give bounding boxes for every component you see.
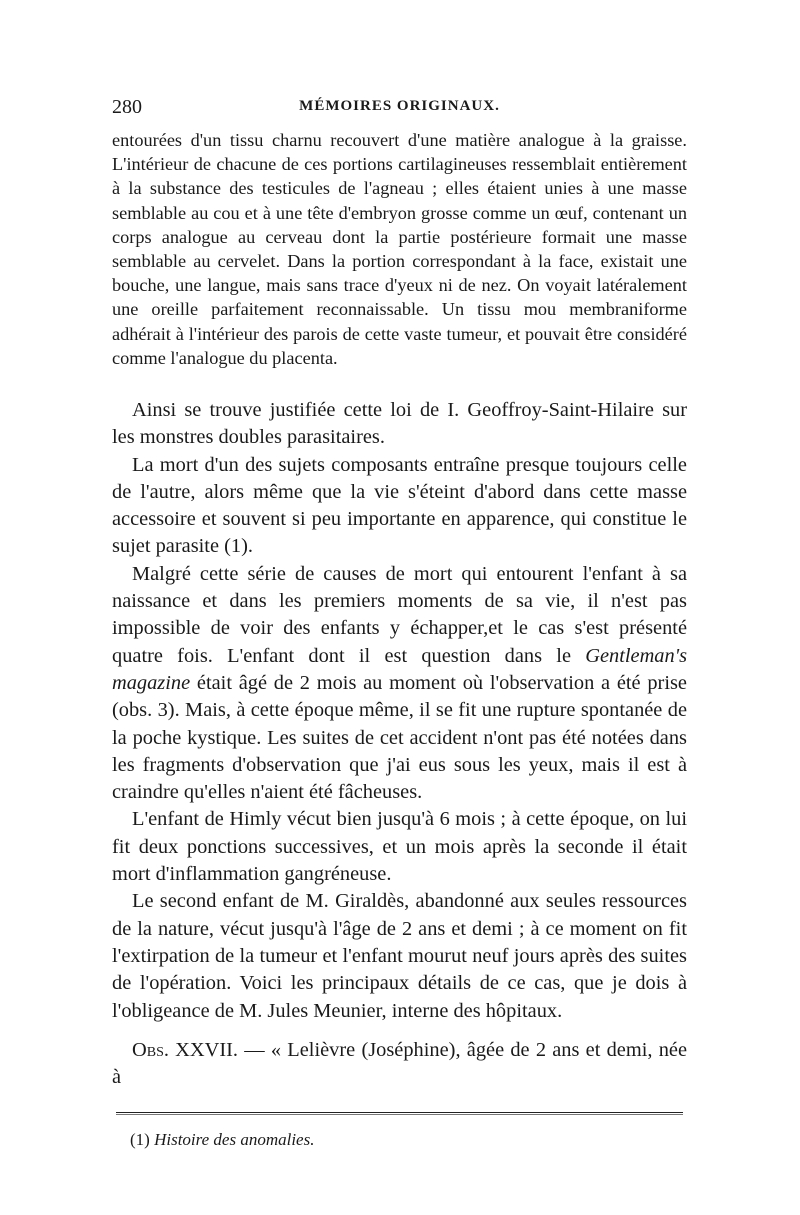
running-title: MÉMOIRES ORIGINAUX. — [299, 98, 500, 114]
paragraph-himly-case: L'enfant de Himly vécut bien jusqu'à 6 mois ; à cette époque, on lui fit deux ponctions successives, et un mois après la seconde il était mort d'inflammation gangréneuse. — [112, 808, 687, 886]
footnote-rule — [116, 1112, 683, 1115]
observation-text: — « Lelièvre (Joséphine), âgée de 2 ans et demi, née à — [112, 1038, 687, 1089]
paragraph-continuation: entourées d'un tissu charnu recouvert d'une matière analogue à la graisse. L'intérieur de chacune de ces portions cartilagineuses ressemblait entièrement à la substance des testicules de l'agneau ; elles étaient unies à une masse semblable au cou et à une tête d'embryon grosse comme un œuf, contenant un corps analogue au cerveau dont la partie postérieure formait une masse semblable au cervelet. Dans la portion correspondant à la face, existait une bouche, une langue, mais sans trace d'yeux ni de nez. On voyait latéralement une oreille parfaitement reconnaissable. Un tissu mou membraniforme adhérait à l'intérieur des parois de cette vaste tumeur, et pouvait être considéré comme l'analogue du placenta. — [112, 130, 687, 368]
page-number: 280 — [112, 96, 142, 118]
journal-title: Gentleman's magazine — [112, 644, 687, 694]
paragraph-parasite-death: La mort d'un des sujets composants entraîne presque toujours celle de l'autre, alors même que la vie s'éteint d'abord dans cette masse accessoire et souvent si peu importante en apparence, qui constitue le sujet parasite (1). — [112, 453, 687, 558]
paragraph-giraldes-case: Le second enfant de M. Giraldès, abandonné aux seules ressources de la nature, vécut jusqu'à l'âge de 2 ans et demi ; à ce moment on fit l'extirpation de la tumeur et l'enfant mourut neuf jours après des suites de l'opération. Voici les principaux détails de ce cas, que je dois à l'obligeance de M. Jules Meunier, interne des hôpitaux. — [112, 890, 687, 1022]
main-text-block — [112, 397, 687, 1091]
survival-text-end: était âgé de 2 mois au moment où l'observation a été prise (obs. 3). Mais, à cette époque même, il se fit une rupture spontanée de la poche kystique. Les suites de cet accident n'ont pas été notées dans les fragments d'observation que j'ai eus sous les yeux, mais il est à craindre qu'elles n'aient été fâcheuses. — [112, 671, 687, 804]
observation-label: Obs. XXVII. — [132, 1038, 239, 1061]
observation-heading — [112, 1037, 687, 1092]
footnote-marker: (1) — [130, 1130, 150, 1149]
page-header — [112, 96, 687, 126]
survival-text-start: Malgré cette série de causes de mort qui entourent l'enfant à sa naissance et dans les premiers moments de sa vie, il n'est pas impossible de voir des enfants y échapper,et le cas s'est présenté quatre fois. L'enfant dont il est question dans le — [112, 562, 687, 667]
paragraph-geoffroy-law: Ainsi se trouve justifiée cette loi de I. Geoffroy-Saint-Hilaire sur les monstres doubles parasitaires. — [112, 399, 687, 449]
footnote-title: Histoire des anomalies. — [154, 1130, 315, 1149]
footnote — [130, 1130, 690, 1150]
paragraph-survival-cases — [112, 561, 687, 807]
